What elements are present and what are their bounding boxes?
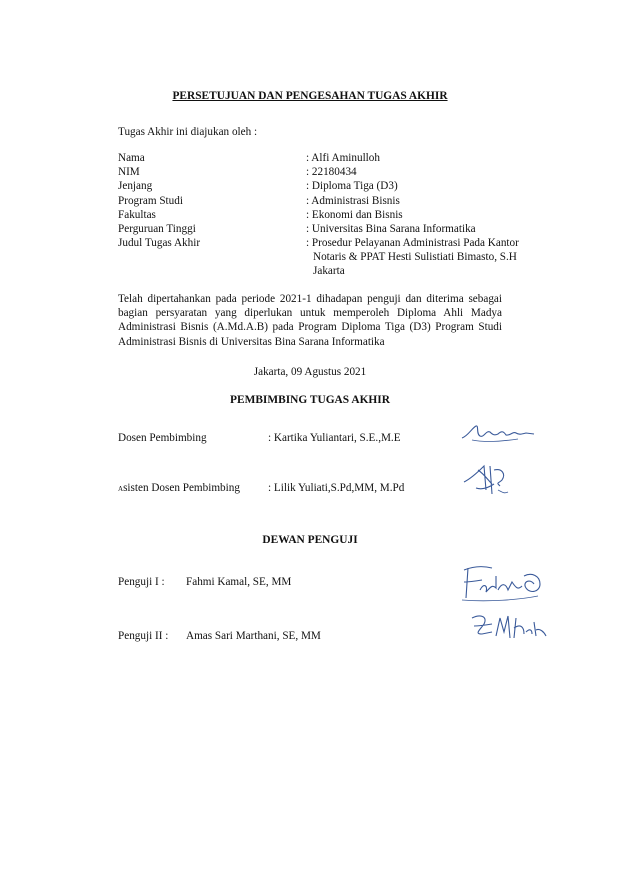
supervisor-heading: PEMBIMBING TUGAS AKHIR — [230, 394, 390, 406]
assistant-supervisor-label: Asisten Dosen Pembimbing — [118, 482, 240, 494]
field-label-nama: Nama — [118, 152, 145, 164]
examiner-heading: DEWAN PENGUJI — [262, 534, 358, 546]
supervisor-signature — [458, 420, 538, 446]
supervisor-label: Dosen Pembimbing — [118, 432, 207, 444]
field-value-jenjang: : Diploma Tiga (D3) — [306, 180, 398, 192]
examiner-2-label: Penguji II : — [118, 630, 169, 642]
examiner-2-signature — [466, 610, 550, 646]
document-title: PERSETUJUAN DAN PENGESAHAN TUGAS AKHIR — [172, 90, 448, 102]
intro-text: Tugas Akhir ini diajukan oleh : — [118, 126, 258, 138]
field-value-nim: : 22180434 — [306, 166, 357, 178]
assistant-supervisor-signature — [458, 460, 518, 500]
field-value-fakultas: : Ekonomi dan Bisnis — [306, 209, 403, 221]
examiner-1-label: Penguji I : — [118, 576, 165, 588]
examiner-2-name: Amas Sari Marthani, SE, MM — [186, 630, 321, 642]
examiner-1-name: Fahmi Kamal, SE, MM — [186, 576, 292, 588]
field-label-nim: NIM — [118, 166, 140, 178]
field-label-fakultas: Fakultas — [118, 209, 156, 221]
supervisor-name: : Kartika Yuliantari, S.E.,M.E — [268, 432, 401, 444]
place-date: Jakarta, 09 Agustus 2021 — [253, 366, 367, 378]
field-value-judul-line2: Notaris & PPAT Hesti Sulistiati Bimasto, S.H — [313, 251, 517, 263]
field-label-judul: Judul Tugas Akhir — [118, 237, 201, 249]
field-label-jenjang: Jenjang — [118, 180, 153, 192]
field-value-program-studi: : Administrasi Bisnis — [306, 195, 400, 207]
assistant-supervisor-name: : Lilik Yuliati,S.Pd,MM, M.Pd — [268, 482, 405, 494]
field-value-judul: : Prosedur Pelayanan Administrasi Pada Kantor — [306, 237, 519, 249]
field-label-program-studi: Program Studi — [118, 195, 183, 207]
field-value-judul-line3: Jakarta — [313, 265, 345, 277]
field-value-nama: : Alfi Aminulloh — [306, 152, 380, 164]
field-value-perguruan-tinggi: : Universitas Bina Sarana Informatika — [306, 223, 476, 235]
examiner-1-signature — [458, 562, 548, 604]
field-label-perguruan-tinggi: Perguruan Tinggi — [118, 223, 196, 235]
approval-paragraph: Telah dipertahankan pada periode 2021-1 dihadapan penguji dan diterima sebagai bagian persyaratan yang diperlukan untuk memperoleh Diploma Ahli Madya Administrasi Bisnis (A.Md.A.B) pada Program Diploma Tiga (D3) Program Studi Administrasi Bisnis di Universitas Bina Sarana Informatika — [118, 293, 502, 348]
